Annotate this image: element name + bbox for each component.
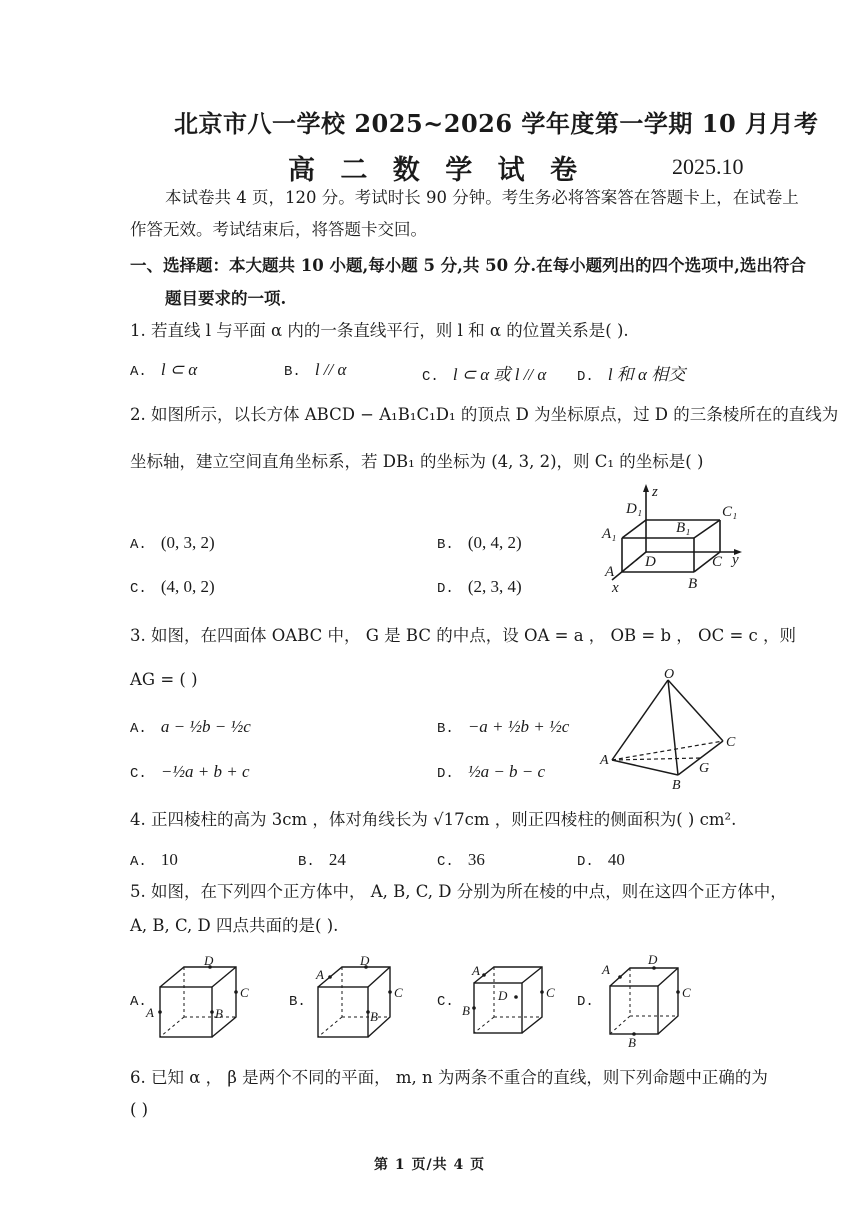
q5-option-c-label: C. bbox=[437, 994, 454, 1010]
hidden-edge-ag bbox=[612, 758, 700, 760]
q5-option-b-label: B. bbox=[289, 994, 306, 1010]
label-b: B bbox=[672, 778, 681, 793]
hidden-edge-ac bbox=[612, 741, 723, 760]
q2-cuboid-figure bbox=[596, 480, 756, 595]
section-heading-line-2: 题目要求的一项. bbox=[165, 289, 287, 308]
q4-option-a: A. 10 bbox=[130, 850, 178, 870]
q5-cube-c bbox=[456, 955, 566, 1045]
label-d1: D₁ bbox=[626, 501, 643, 517]
question-3-stem-line-2: AG = ( ) bbox=[130, 670, 198, 689]
question-6-stem-line-2: ( ) bbox=[130, 1100, 149, 1119]
svg-text:B: B bbox=[462, 1003, 470, 1018]
q5-option-d-label: D. bbox=[577, 994, 594, 1010]
page-number: 第 1 页/共 4 页 bbox=[374, 1157, 486, 1173]
q3-tetrahedron-figure bbox=[596, 668, 746, 793]
label-b1: B₁ bbox=[676, 520, 691, 536]
svg-text:D: D bbox=[204, 955, 214, 968]
q3-option-c: C. −½a + b + c bbox=[130, 762, 250, 782]
svg-text:D: D bbox=[498, 988, 508, 1003]
edge-oc bbox=[668, 680, 723, 741]
q3-option-b: B. −a + ½b + ½c bbox=[437, 717, 570, 737]
q2-option-c: C. (4, 0, 2) bbox=[130, 577, 215, 597]
edge-d1a1 bbox=[622, 520, 646, 538]
q4-option-c: C. 36 bbox=[437, 850, 485, 870]
svg-text:C: C bbox=[546, 985, 555, 1000]
label-x: x bbox=[612, 580, 619, 595]
svg-text:A: A bbox=[602, 962, 610, 977]
question-3-stem-line-1: 3. 如图，在四面体 OABC 中， G 是 BC 的中点，设 OA = a ， OB = b ， OC = c ，则 bbox=[130, 626, 796, 645]
label-b: B bbox=[688, 576, 698, 592]
q1-option-c: C. l ⊂ α 或 l // α bbox=[422, 365, 547, 385]
svg-text:D: D bbox=[360, 955, 370, 968]
label-a: A bbox=[605, 564, 615, 580]
svg-text:A: A bbox=[316, 967, 324, 982]
label-c1: C₁ bbox=[722, 504, 738, 520]
svg-text:B: B bbox=[628, 1035, 636, 1050]
q5-cube-a bbox=[140, 955, 260, 1045]
svg-text:C: C bbox=[682, 985, 691, 1000]
svg-text:C: C bbox=[394, 985, 403, 1000]
exam-title: 北京市八一学校 2025~2026 学年度第一学期 10 月月考 bbox=[174, 109, 819, 138]
q3-option-a: A. a − ½b − ½c bbox=[130, 717, 251, 737]
edge-c1b1 bbox=[694, 520, 720, 538]
exam-date: 2025.10 bbox=[672, 154, 744, 179]
label-o: O bbox=[664, 668, 675, 682]
svg-text:D: D bbox=[648, 952, 658, 967]
q1-option-a: A. l ⊂ α bbox=[130, 360, 198, 380]
q5-cube-b bbox=[302, 955, 412, 1045]
label-d: D bbox=[645, 554, 656, 570]
q1-option-d: D. l 和 α 相交 bbox=[577, 365, 686, 385]
question-6-stem-line-1: 6. 已知 α ， β 是两个不同的平面， m, n 为两条不重合的直线，则下列命题中正确的为 bbox=[130, 1068, 768, 1087]
svg-text:C: C bbox=[240, 985, 249, 1000]
svg-text:A: A bbox=[146, 1005, 154, 1020]
z-arrow bbox=[643, 484, 649, 492]
svg-text:B: B bbox=[370, 1009, 378, 1024]
question-2-stem-line-1: 2. 如图所示，以长方体 ABCD − A₁B₁C₁D₁ 的顶点 D 为坐标原点，过 D 的三条棱所在的直线为 bbox=[130, 405, 839, 424]
instructions-line-2: 作答无效。考试结束后，将答题卡交回。 bbox=[130, 220, 427, 239]
q2-option-b: B. (0, 4, 2) bbox=[437, 533, 522, 553]
question-2-stem-line-2: 坐标轴，建立空间直角坐标系，若 DB₁ 的坐标为 (4, 3, 2)，则 C₁ 的坐标是( ) bbox=[130, 452, 704, 471]
edge-ab bbox=[612, 760, 678, 775]
label-a: A bbox=[600, 753, 609, 768]
q4-option-d: D. 40 bbox=[577, 850, 625, 870]
q5-option-a-label: A. bbox=[130, 994, 147, 1010]
q2-option-d: D. (2, 3, 4) bbox=[437, 577, 522, 597]
question-1-stem: 1. 若直线 l 与平面 α 内的一条直线平行，则 l 和 α 的位置关系是( ). bbox=[130, 321, 629, 340]
question-5-stem-line-2: A, B, C, D 四点共面的是( ). bbox=[130, 916, 339, 935]
svg-text:B: B bbox=[215, 1006, 223, 1021]
section-heading-line-1: 一、选择题：本大题共 10 小题,每小题 5 分,共 50 分.在每小题列出的四个选项中,选出符合 bbox=[130, 256, 806, 275]
q4-option-b: B. 24 bbox=[298, 850, 346, 870]
edge-ob bbox=[668, 680, 678, 775]
question-5-stem-line-1: 5. 如图，在下列四个正方体中， A, B, C, D 分别为所在棱的中点，则在这四个正方体中， bbox=[130, 882, 787, 901]
label-c: C bbox=[712, 554, 723, 570]
q1-option-b: B. l // α bbox=[284, 360, 347, 380]
q5-cube-d bbox=[594, 950, 704, 1050]
question-4-stem: 4. 正四棱柱的高为 3cm ，体对角线长为 √17cm ，则正四棱柱的侧面积为( ) cm². bbox=[130, 810, 737, 829]
label-c: C bbox=[726, 735, 736, 750]
exam-subtitle: 高 二 数 学 试 卷 bbox=[288, 155, 585, 186]
q2-option-a: A. (0, 3, 2) bbox=[130, 533, 215, 553]
edge-oa bbox=[612, 680, 668, 760]
instructions-line-1: 本试卷共 4 页，120 分。考试时长 90 分钟。考生务必将答案答在答题卡上，在试卷上 bbox=[165, 188, 799, 207]
q3-option-d: D. ½a − b − c bbox=[437, 762, 546, 782]
svg-text:A: A bbox=[472, 963, 480, 978]
label-y: y bbox=[732, 552, 739, 568]
label-a1: A₁ bbox=[602, 526, 617, 542]
label-z: z bbox=[652, 484, 658, 500]
label-g: G bbox=[699, 761, 710, 776]
